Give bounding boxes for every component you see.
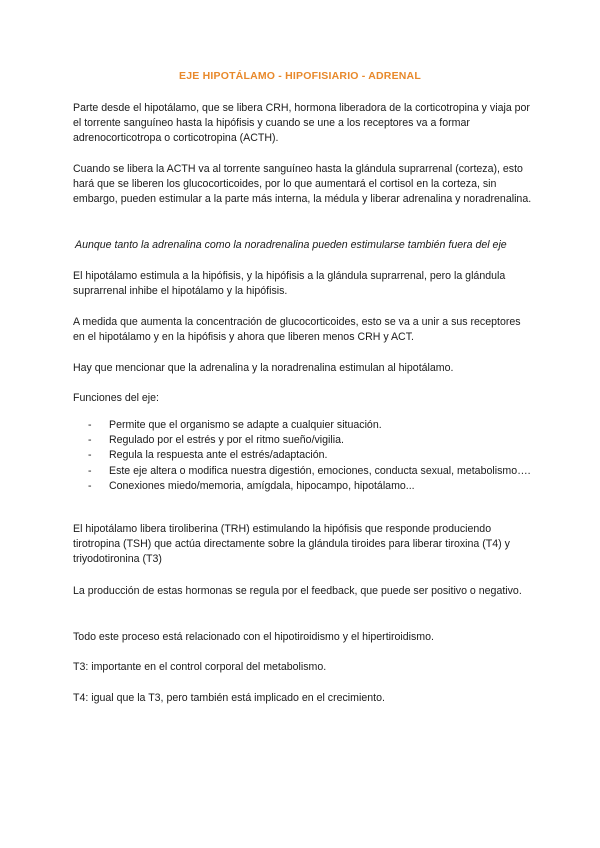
functions-list (73, 418, 533, 494)
functions-heading: Funciones del eje: (73, 392, 159, 404)
list-item (73, 479, 533, 494)
list-item-text: Permite que el organismo se adapte a cualquier situación. (109, 419, 382, 431)
list-item-text: Regula la respuesta ante el estrés/adaptación. (109, 449, 328, 462)
paragraph-t4: T4: igual que la T3, pero también está implicado en el crecimiento. (73, 692, 385, 704)
bullet-dash: - (88, 479, 92, 492)
bullet-dash: - (88, 449, 92, 462)
bullet-dash: - (88, 434, 92, 447)
page-title: EJE HIPOTÁLAMO - HIPOFISIARIO - ADRENAL (179, 70, 421, 82)
list-item (73, 418, 533, 433)
list-item-text: Este eje altera o modifica nuestra digestión, emociones, conducta sexual, metabolismo…. (109, 464, 531, 477)
paragraph-crh: Parte desde el hipotálamo, que se libera CRH, hormona liberadora de la corticotropina y viaja por el torrente sanguíneo hasta la hipófisis y cuando se une a los receptores va a formar adrenocorticotropa o corticotropina (ACTH). (73, 102, 530, 145)
paragraph-adrenaline: Hay que mencionar que la adrenalina y la noradrenalina estimulan al hipotálamo. (73, 362, 454, 374)
paragraph-trh: El hipotálamo libera tiroliberina (TRH) estimulando la hipófisis que responde produciendo tirotropina (TSH) que actúa directamente sobre la glándula tiroides para liberar tiroxina (T4) y triyodotironina (T3) (73, 523, 510, 566)
list-item (73, 448, 533, 463)
list-item-text: Regulado por el estrés y por el ritmo sueño/vigilia. (109, 434, 344, 447)
paragraph-thyroid: Todo este proceso está relacionado con el hipotiroidismo y el hipertiroidismo. (73, 631, 434, 643)
paragraph-t3: T3: importante en el control corporal del metabolismo. (73, 661, 327, 673)
bullet-dash: - (88, 419, 92, 431)
bullet-dash: - (88, 464, 92, 477)
paragraph-feedback: El hipotálamo estimula a la hipófisis, y la hipófisis a la glándula suprarrenal, pero la glándula suprarrenal inhibe el hipotálamo y la hipófisis. (73, 270, 506, 298)
paragraph-note: Aunque tanto la adrenalina como la noradrenalina pueden estimularse también fuera del eje (75, 239, 507, 251)
list-item (73, 433, 533, 448)
paragraph-glucocorticoids: A medida que aumenta la concentración de glucocorticoides, esto se va a unir a sus receptores en el hipotálamo y en la hipófisis y ahora que liberen menos CRH y ACT. (73, 316, 521, 344)
list-item (73, 464, 533, 479)
list-item-text: Conexiones miedo/memoria, amígdala, hipocampo, hipotálamo... (109, 479, 415, 492)
paragraph-acth: Cuando se libera la ACTH va al torrente sanguíneo hasta la glándula suprarrenal (corteza), esto hará que se liberen los glucocorticoides, por lo que aumentará el cortisol en la corteza, sin embargo, pueden estimular a la parte más interna, la médula y liberar adrenalina y noradrenalina. (73, 163, 532, 206)
paragraph-regulation: La producción de estas hormonas se regula por el feedback, que puede ser positivo o negativo. (73, 585, 522, 597)
